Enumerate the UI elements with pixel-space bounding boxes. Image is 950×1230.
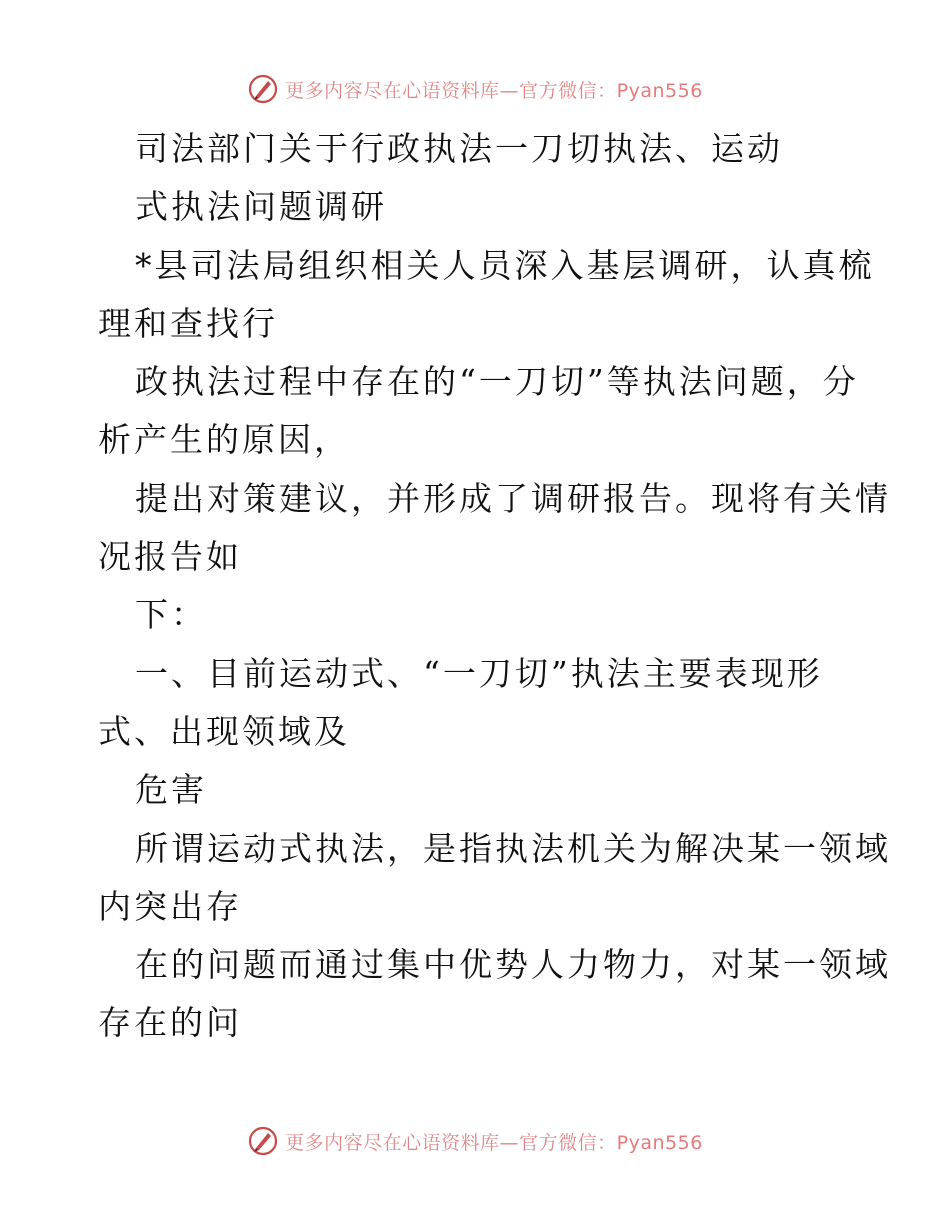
text-line: 危害: [135, 770, 207, 810]
text-line: 所谓运动式执法，是指执法机关为解决某一领域: [135, 828, 891, 868]
text-line: 况报告如: [98, 537, 242, 577]
text-line: 一、目前运动式、“一刀切”执法主要表现形: [135, 653, 823, 693]
watermark-text: [285, 76, 703, 103]
text-line: *县司法局组织相关人员深入基层调研，认真梳: [135, 245, 875, 285]
document-body: [98, 120, 891, 1053]
pen-logo-icon: [247, 1125, 279, 1157]
text-line: 析产生的原因，: [98, 420, 350, 460]
text-line: 内突出存: [98, 886, 242, 926]
watermark-label: 更多内容尽在心语资料库—官方微信：: [285, 1131, 617, 1154]
text-line: 式执法问题调研: [135, 187, 387, 227]
footer-watermark: [0, 1124, 950, 1158]
text-line: 在的问题而通过集中优势人力物力，对某一领域: [135, 945, 891, 985]
pen-logo-icon: [247, 73, 279, 105]
text-line: 理和查找行: [98, 303, 278, 343]
text-line: 存在的问: [98, 1003, 242, 1043]
text-line: 下：: [135, 595, 207, 635]
text-line: 司法部门关于行政执法一刀切执法、运动: [135, 129, 783, 168]
header-watermark: [0, 72, 950, 106]
watermark-text: [285, 1128, 703, 1155]
text-line: 提出对策建议，并形成了调研报告。现将有关情: [135, 478, 891, 518]
watermark-account: Pyan556: [616, 79, 703, 102]
text-line: 政执法过程中存在的“一刀切”等执法问题，分: [135, 362, 859, 402]
watermark-account: Pyan556: [616, 1131, 703, 1154]
watermark-label: 更多内容尽在心语资料库—官方微信：: [285, 79, 617, 102]
text-line: 式、出现领域及: [98, 711, 350, 751]
